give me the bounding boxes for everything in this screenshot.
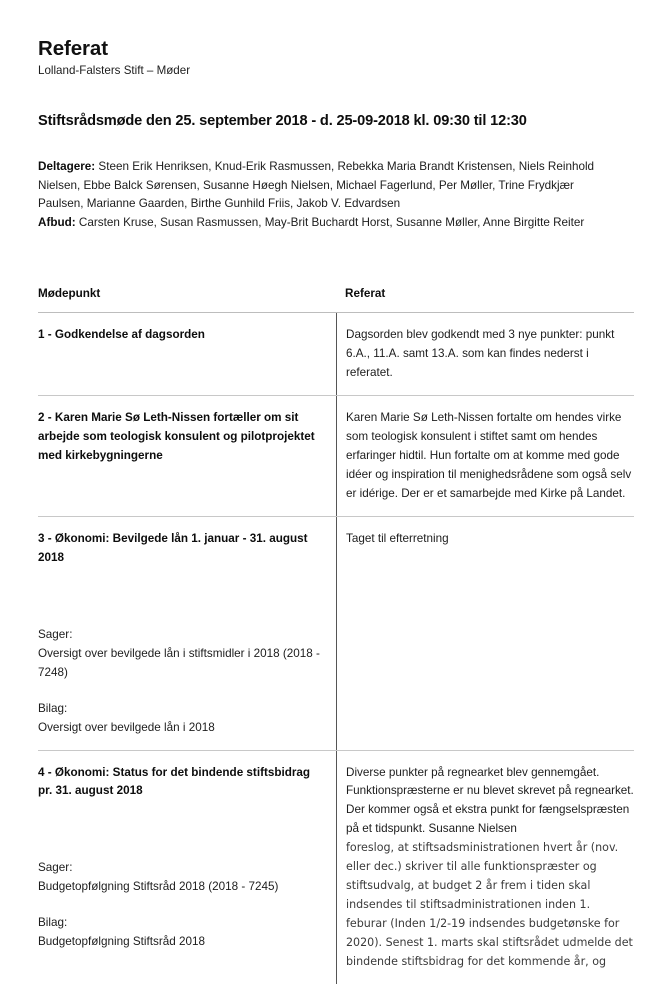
minutes-table: [38, 286, 634, 984]
attendees-absent-line-1: Carsten Kruse, Susan Rasmussen, May-Brit Buchardt Horst, Susanne Møller, Anne Birgitte Reiter: [76, 216, 585, 229]
appendix-value: Budgetopfølgning Stiftsråd 2018: [38, 933, 320, 952]
attendees-absent-row: [38, 214, 634, 233]
table-row: [38, 751, 634, 984]
table-cell-agenda: [38, 396, 336, 516]
cases-block: [38, 626, 320, 683]
meeting-heading: Stiftsrådsmøde den 25. september 2018 - d. 25-09-2018 kl. 09:30 til 12:30: [38, 112, 634, 131]
minutes-text: Karen Marie Sø Leth-Nissen fortalte om hendes virke som teologisk konsulent i stiftet samt om hendes erfaringer hidtil. Hun fortalte om at komme med gode idéer og inspiration til menighedsrådene som også selv er idérige. Der er et samarbejde med Kirke på Landet.: [346, 409, 634, 504]
attendees-present-line-3: Paulsen, Marianne Gaarden, Birthe Gunhild Friis, Jakob V. Edvardsen: [38, 195, 634, 214]
document-subtitle: Lolland-Falsters Stift – Møder: [38, 63, 634, 79]
cases-label: Sager:: [38, 626, 320, 645]
table-cell-minutes: [336, 517, 634, 750]
table-cell-minutes: [336, 396, 634, 516]
table-cell-agenda: [38, 517, 336, 750]
appendix-block: [38, 914, 320, 952]
appendix-label: Bilag:: [38, 914, 320, 933]
minutes-text: Taget til efterretning: [346, 530, 634, 549]
table-header-agenda: [38, 286, 336, 301]
table-header-row: [38, 286, 634, 312]
cases-value: Oversigt over bevilgede lån i stiftsmidler i 2018 (2018 - 7248): [38, 645, 320, 683]
attendees-block: [38, 158, 634, 234]
table-cell-agenda: [38, 313, 336, 395]
appendix-block: [38, 700, 320, 738]
agenda-item-title: 2 - Karen Marie Sø Leth-Nissen fortæller om sit arbejde som teologisk konsulent og pilotprojektet med kirkebygningerne: [38, 409, 320, 466]
agenda-item-title: 4 - Økonomi: Status for det bindende stiftsbidrag pr. 31. august 2018: [38, 764, 320, 802]
attendees-present-line-1: Steen Erik Henriksen, Knud-Erik Rasmussen, Rebekka Maria Brandt Kristensen, Niels Reinhold: [95, 160, 594, 173]
table-cell-minutes: [336, 751, 634, 984]
appendix-label: Bilag:: [38, 700, 320, 719]
table-header-minutes: [336, 286, 634, 301]
table-cell-agenda: [38, 751, 336, 984]
cases-label: Sager:: [38, 859, 320, 878]
attendees-present-line-2: Nielsen, Ebbe Balck Sørensen, Susanne Høegh Nielsen, Michael Fagerlund, Per Møller, Trine Frydkjær: [38, 177, 634, 196]
page-title: Referat: [38, 38, 634, 61]
column-header-label: Mødepunkt: [38, 286, 320, 301]
table-row: [38, 517, 634, 750]
table-row: [38, 396, 634, 516]
agenda-item-title: 1 - Godkendelse af dagsorden: [38, 326, 320, 345]
attendees-present-label: Deltagere:: [38, 160, 95, 173]
minutes-text: Dagsorden blev godkendt med 3 nye punkter: punkt 6.A., 11.A. samt 13.A. som kan findes nederst i referatet.: [346, 326, 634, 383]
cases-block: [38, 859, 320, 897]
agenda-item-title: 3 - Økonomi: Bevilgede lån 1. januar - 31. august 2018: [38, 530, 320, 568]
attendees-absent-label: Afbud:: [38, 216, 76, 229]
table-row: [38, 313, 634, 395]
table-cell-minutes: [336, 313, 634, 395]
minutes-text: Diverse punkter på regnearket blev gennemgået. Funktionspræsterne er nu blevet skrevet på regnearket. Der kommer også et ekstra punkt for fængselspræsten på et tidspunkt. Susanne Nielsen: [346, 764, 634, 840]
cases-value: Budgetopfølgning Stiftsråd 2018 (2018 - 7245): [38, 878, 320, 897]
document-header: [38, 0, 634, 79]
minutes-text-continued: foreslog, at stiftsadsministrationen hvert år (nov. eller dec.) skriver til alle funktionspræster og stiftsudvalg, at budget 2 år frem i tiden skal indsendes til stiftsadministrationen inden 1. feburar (Inden 1/2-19 indsendes budgetønske for 2020). Senest 1. marts skal stiftsrådet udmelde det bindende stiftsbidrag for det kommende år, og: [346, 839, 634, 972]
appendix-value: Oversigt over bevilgede lån i 2018: [38, 719, 320, 738]
column-header-label: Referat: [345, 286, 634, 301]
